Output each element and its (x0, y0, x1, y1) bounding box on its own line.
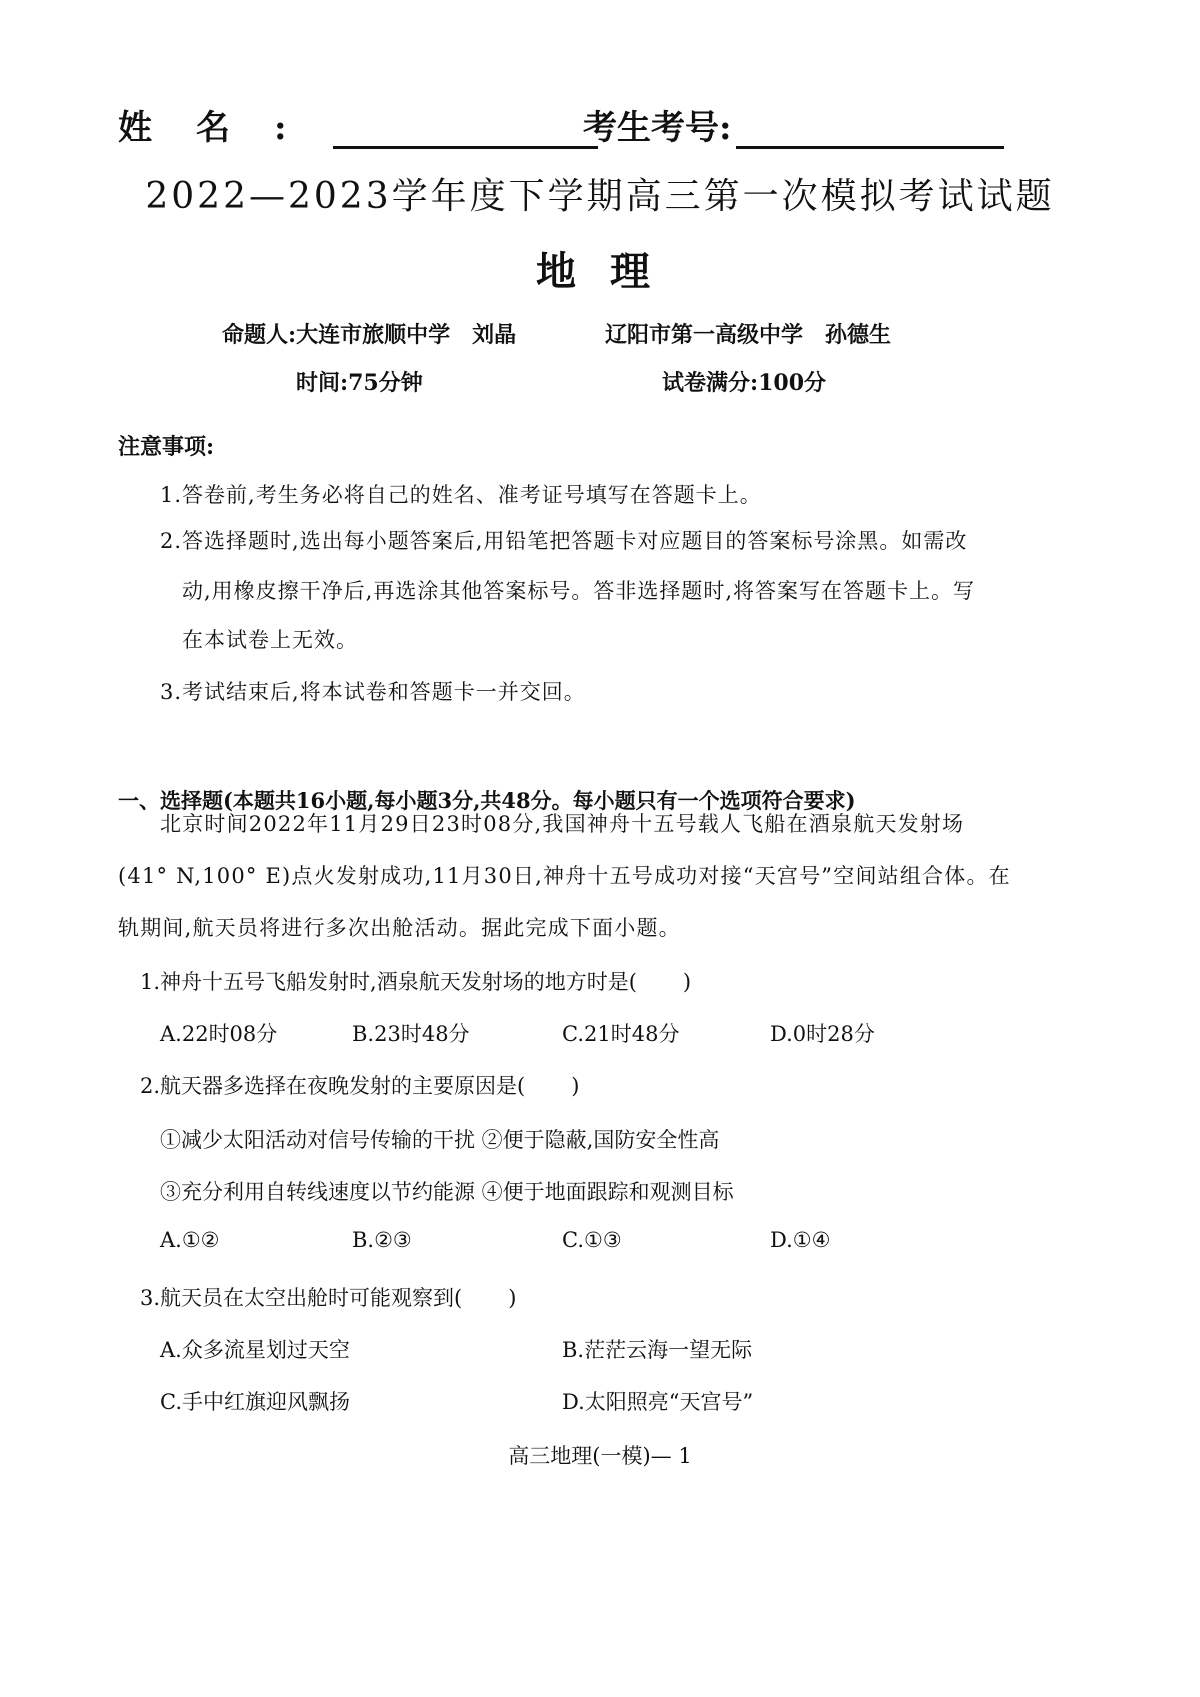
exam-title: 2022—2023学年度下学期高三第一次模拟考试试题 (145, 176, 1055, 217)
author-1: 命题人:大连市旅顺中学 刘晶 (222, 322, 517, 348)
notes-title: 注意事项: (118, 434, 215, 460)
name-blank (333, 116, 598, 149)
note-2-line-1: 2.答选择题时,选出每小题答案后,用铅笔把答题卡对应题目的答案标号涂黑。如需改 (160, 529, 968, 553)
page-footer: 高三地理(一模)— 1 (508, 1444, 692, 1468)
note-3: 3.考试结束后,将本试卷和答题卡一并交回。 (160, 680, 586, 704)
author-2: 辽阳市第一高级中学 孙德生 (605, 322, 892, 348)
q3-option-d: D.太阳照亮“天宫号” (562, 1390, 754, 1414)
question-2-stem (140, 1070, 579, 1100)
question-3-text: 3.航天员在太空出舱时可能观察到( (140, 1286, 463, 1310)
q3-option-b: B.茫茫云海一望无际 (562, 1338, 753, 1362)
header-row (118, 100, 732, 149)
q1-option-c: C.21时48分 (562, 1022, 680, 1046)
q2-statements-1: ①减少太阳活动对信号传输的干扰 ②便于隐蔽,国防安全性高 (160, 1128, 720, 1152)
name-label: 姓名: (118, 108, 331, 148)
question-1-close: ) (682, 970, 692, 994)
q2-option-a: A.①② (160, 1228, 220, 1252)
q1-option-a: A.22时08分 (160, 1022, 278, 1046)
question-3-stem (140, 1282, 516, 1312)
q1-option-b: B.23时48分 (352, 1022, 470, 1046)
passage-line-3: 轨期间,航天员将进行多次出舱活动。据此完成下面小题。 (118, 916, 681, 940)
note-1: 1.答卷前,考生务必将自己的姓名、准考证号填写在答题卡上。 (160, 483, 762, 507)
q3-option-a: A.众多流星划过天空 (160, 1338, 350, 1362)
section-title: 一、选择题(本题共16小题,每小题3分,共48分。每小题只有一个选项符合要求) (118, 788, 856, 813)
question-3-close: ) (508, 1286, 517, 1310)
exam-id-blank (736, 116, 1004, 149)
exam-time: 时间:75分钟 (296, 370, 423, 396)
passage-line-2: (41° N,100° E)点火发射成功,11月30日,神舟十五号成功对接“天宫号”空间站组合体。在 (118, 864, 1011, 888)
question-1-text: 1.神舟十五号飞船发射时,酒泉航天发射场的地方时是( (140, 970, 637, 994)
q2-statements-2: ③充分利用自转线速度以节约能源 ④便于地面跟踪和观测目标 (160, 1180, 734, 1204)
q2-option-c: C.①③ (562, 1228, 622, 1252)
exam-id-label: 考生考号: (583, 108, 732, 148)
passage-line-1: 北京时间2022年11月29日23时08分,我国神舟十五号载人飞船在酒泉航天发射场 (160, 812, 965, 836)
q3-option-c: C.手中红旗迎风飘扬 (160, 1390, 350, 1414)
question-1-stem (140, 966, 691, 996)
question-2-text: 2.航天器多选择在夜晚发射的主要原因是( (140, 1074, 526, 1098)
q1-option-d: D.0时28分 (770, 1022, 875, 1046)
note-2-line-3: 在本试卷上无效。 (182, 628, 358, 652)
note-2-line-2: 动,用橡皮擦干净后,再选涂其他答案标号。答非选择题时,将答案写在答题卡上。写 (182, 579, 976, 603)
subject-title: 地理 (536, 248, 684, 295)
question-2-close: ) (571, 1074, 580, 1098)
full-score: 试卷满分:100分 (662, 370, 827, 396)
exam-id-group (583, 100, 1004, 149)
q2-option-d: D.①④ (770, 1228, 831, 1252)
q2-option-b: B.②③ (352, 1228, 412, 1252)
